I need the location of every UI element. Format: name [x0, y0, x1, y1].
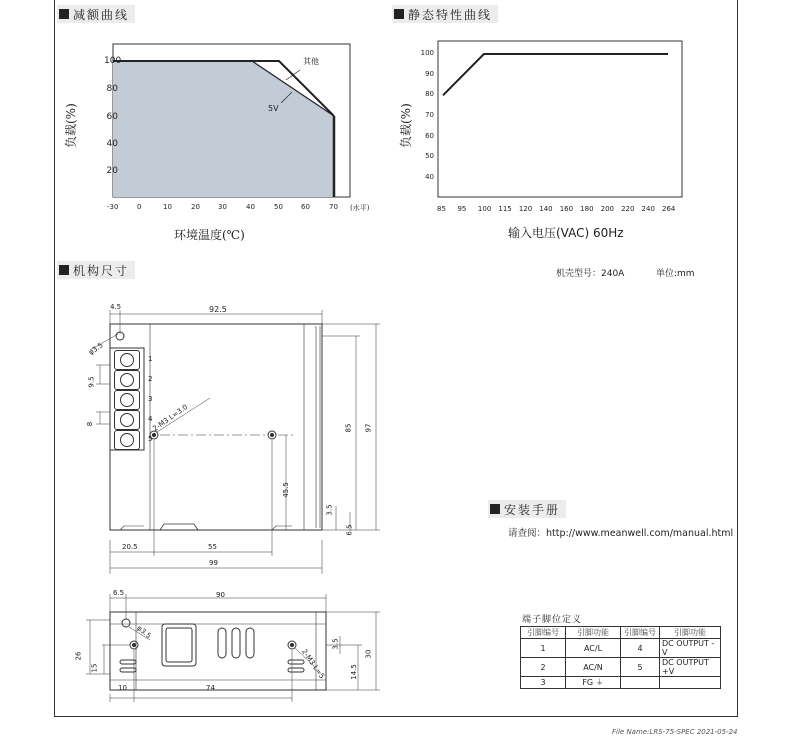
dim-92-5: 92.5 [209, 305, 227, 314]
dim-15: 15 [90, 663, 99, 673]
y-tick: 80 [106, 84, 118, 94]
dim-6-5-side: 6.5 [113, 589, 125, 597]
terminal-number: 3 [148, 395, 153, 403]
x-tick: -30 [107, 203, 119, 211]
dim-30: 30 [364, 649, 373, 659]
static-x-tick: 220 [621, 205, 635, 213]
terminal-screw [114, 370, 140, 390]
dim-97: 97 [364, 423, 373, 433]
y-tick: 100 [104, 56, 122, 66]
pin-table [520, 626, 721, 689]
dim-3-5-top: 3.5 [325, 504, 334, 516]
static-x-tick: 120 [518, 205, 533, 213]
footer-filename: File Name:LRS-75-SPEC 2021-05-24 [612, 728, 738, 736]
terminal-screw [114, 350, 140, 370]
x-tick: 20 [191, 203, 200, 211]
screw-icon [120, 373, 134, 387]
dim-85: 85 [344, 423, 353, 433]
dim-m3-5: 2-M3 L=5 [299, 647, 326, 681]
pin-header: 引脚功能 [566, 627, 621, 639]
dim-74: 74 [206, 684, 215, 692]
pin-header: 引脚编号 [621, 627, 660, 639]
static-y-tick: 60 [425, 131, 434, 140]
label-other: 其他 [303, 57, 319, 66]
section-mechanical: 机构尺寸 [57, 261, 135, 279]
terminal-number: 1 [148, 355, 153, 363]
x-tick: 0 [137, 203, 142, 211]
x-tick: 50 [274, 203, 283, 211]
x-tick: 30 [218, 203, 227, 211]
static-y-axis-label: 负载(%) [399, 103, 413, 148]
static-x-tick: 264 [662, 205, 676, 213]
table-row: 3 FG ⏚ [521, 677, 721, 689]
x-tick: 70 [329, 203, 338, 211]
dim-9-5: 9.5 [87, 376, 96, 388]
terminal-screw [114, 410, 140, 430]
terminal-screw [114, 430, 140, 450]
label-5v: 5V [268, 104, 279, 113]
dim-8: 8 [86, 421, 95, 427]
section-static-curve: 静态特性曲线 [392, 5, 498, 23]
x-axis-label: 环境温度(℃) [174, 228, 245, 242]
dim-14-5: 14.5 [349, 664, 358, 680]
static-x-tick: 140 [539, 205, 553, 213]
terminal-number: 2 [148, 375, 153, 383]
x-unit: (水平) [350, 204, 370, 212]
screw-icon [120, 353, 134, 367]
dim-4-5: 4.5 [110, 303, 122, 311]
x-tick: 40 [246, 203, 255, 211]
section-installation: 安装手册 [488, 500, 566, 518]
terminal-number: 4 [148, 415, 153, 423]
static-y-tick: 50 [425, 152, 434, 161]
dim-3-5-side: 3.5 [331, 638, 340, 650]
pin-header: 引脚编号 [521, 627, 566, 639]
static-x-tick: 240 [641, 205, 655, 213]
dim-phi-3-5: φ3.5 [87, 341, 105, 357]
static-x-tick: 180 [580, 205, 594, 213]
static-x-tick: 85 [437, 205, 446, 213]
static-x-tick: 160 [559, 205, 574, 213]
table-row: 2 AC/N 5 DC OUTPUT +V [521, 658, 721, 677]
manual-link[interactable]: 请查阅：http://www.meanwell.com/manual.html [508, 528, 734, 539]
static-y-tick: 100 [420, 49, 434, 57]
y-axis-label: 负载(%) [64, 103, 78, 148]
static-x-tick: 95 [457, 205, 467, 213]
table-row: 1 AC/L 4 DC OUTPUT -V [521, 639, 721, 658]
dim-m3-3: 2-M3 L=3.0 [151, 403, 190, 433]
terminal-screw [114, 390, 140, 410]
static-x-tick: 100 [477, 205, 492, 213]
pin-header: 引脚功能 [660, 627, 721, 639]
dim-20-5: 20.5 [122, 543, 138, 551]
dim-90: 90 [216, 591, 225, 599]
dim-phi-3-5-side: φ3.5 [135, 623, 153, 641]
pin-table-title: 端子脚位定义 [522, 615, 583, 625]
static-y-tick: 70 [425, 111, 434, 119]
dim-99: 99 [209, 559, 218, 567]
static-x-axis-label: 输入电压(VAC) 60Hz [508, 226, 624, 240]
static-y-tick: 40 [425, 173, 434, 181]
y-tick: 60 [106, 112, 118, 122]
unit-label: 单位:mm [656, 269, 695, 279]
static-y-tick: 80 [425, 90, 434, 99]
dim-26: 26 [74, 651, 83, 661]
dim-45-5: 45.5 [281, 482, 290, 498]
dim-6-5-top: 6.5 [345, 524, 354, 536]
screw-icon [120, 433, 134, 447]
section-derating-curve: 减额曲线 [57, 5, 135, 23]
x-tick: 60 [301, 203, 310, 211]
dim-55: 55 [208, 543, 217, 551]
terminal-number: 5 [148, 435, 153, 443]
static-x-tick: 115 [498, 205, 512, 213]
y-tick: 20 [106, 166, 118, 176]
screw-icon [120, 393, 134, 407]
x-tick: 10 [163, 203, 172, 211]
static-y-tick: 90 [425, 69, 434, 78]
screw-icon [120, 413, 134, 427]
y-tick: 40 [106, 139, 118, 149]
case-model: 机壳型号：240A [556, 269, 625, 279]
static-x-tick: 200 [600, 205, 614, 213]
dim-10: 10 [118, 684, 127, 692]
